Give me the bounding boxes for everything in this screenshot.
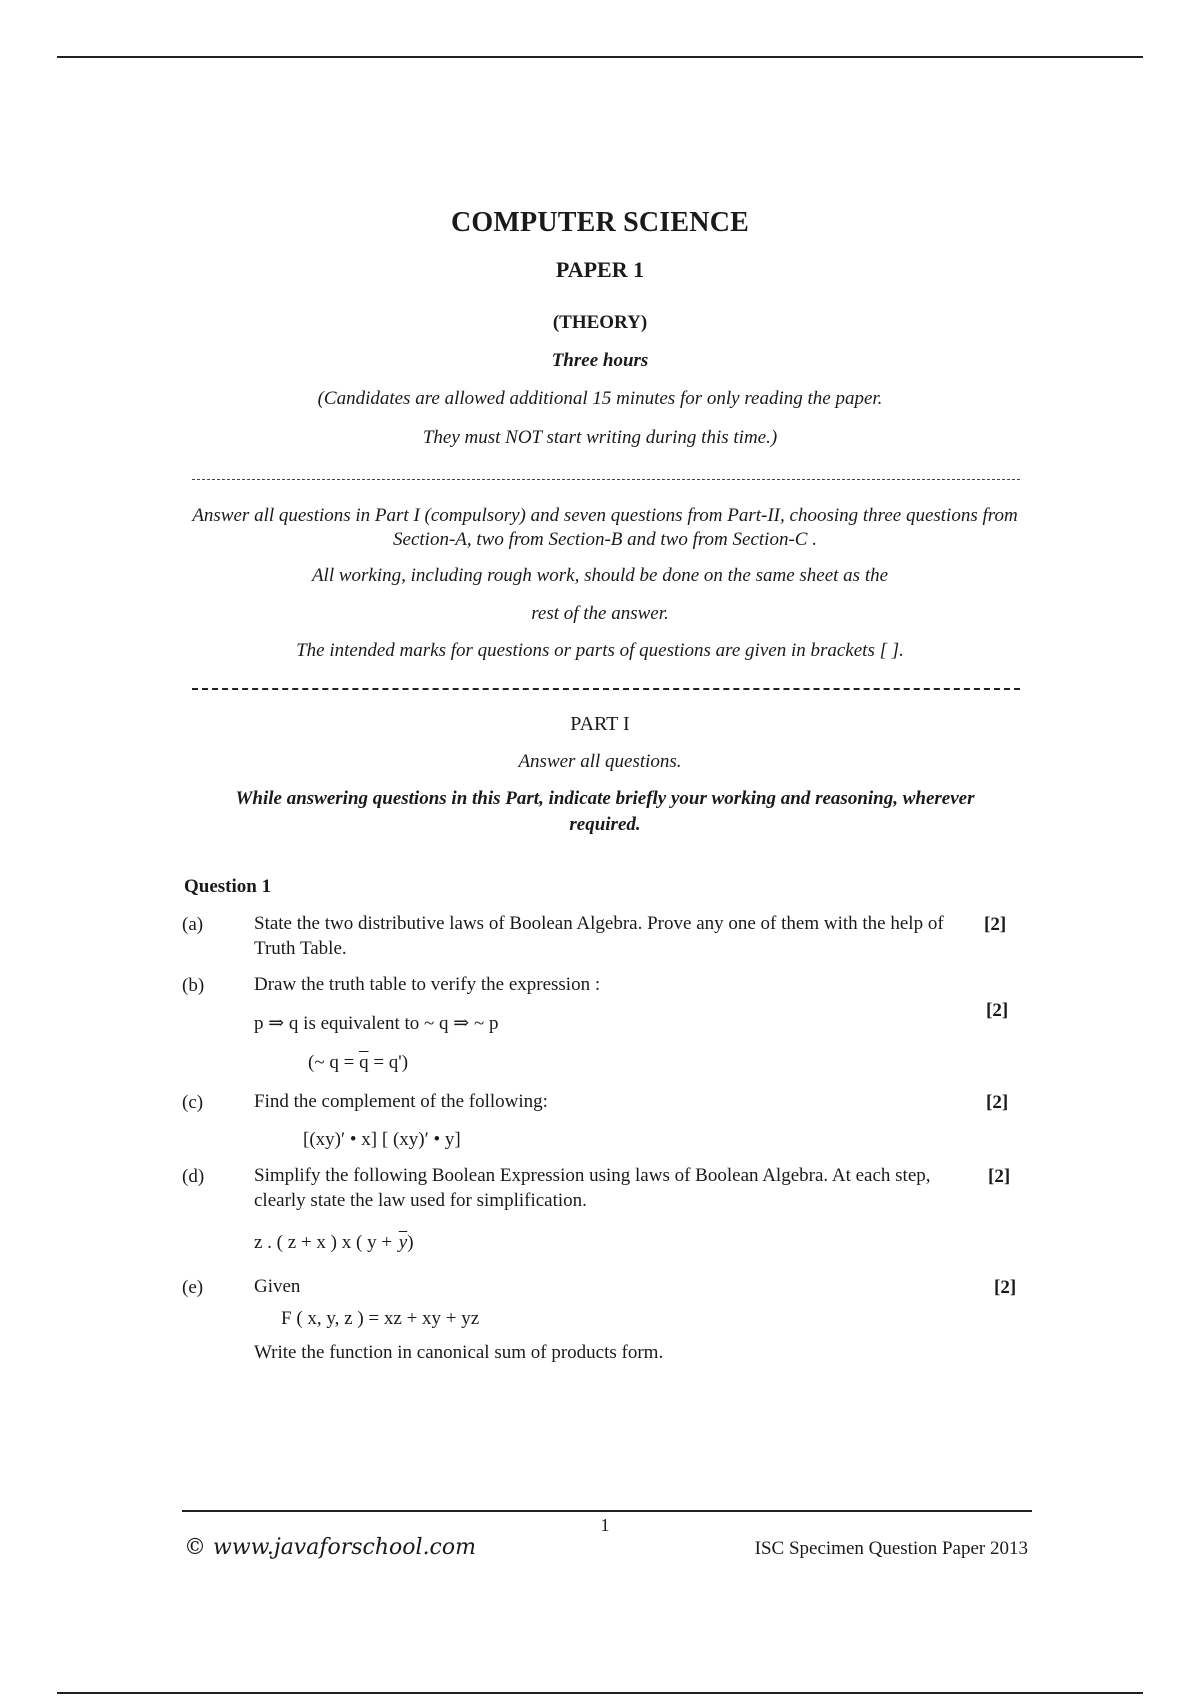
q-bar: $\overline{q}$ [359, 1052, 369, 1073]
exam-title: COMPUTER SCIENCE [450, 207, 749, 238]
question-e-label: (e) [182, 1277, 204, 1298]
question-a-marks: [2] [984, 914, 1007, 935]
reading-note-line1: (Candidates are allowed additional 15 minutes for only reading the paper. [317, 388, 883, 409]
website-credit: © www.javaforschool.com [184, 1535, 476, 1560]
question-e-text: Given [254, 1276, 301, 1297]
question-c-marks: [2] [986, 1092, 1009, 1113]
instruction-answer-all: Answer all questions in Part I (compulsory) and seven questions from Part-II, choosing three questions from Section-A, two from Section-B and two from Section-C . [192, 505, 1018, 550]
part-note: While answering questions in this Part, indicate briefly your working and reasoning, wherever required. [235, 788, 975, 835]
question-c-text: Find the complement of the following: [254, 1091, 548, 1112]
part-answer-all: Answer all questions. [518, 751, 682, 772]
reading-note-line2: They must NOT start writing during this time.) [422, 427, 778, 448]
question-c-label: (c) [182, 1092, 204, 1113]
question-d-expression: z . ( z + x ) x ( $y + \overline{y}$) [254, 1232, 414, 1253]
question-a-text: State the two distributive laws of Boolean Algebra. Prove any one of them with the help of Truth Table. [254, 913, 944, 959]
page-number: 1 [600, 1515, 610, 1535]
instruction-working-cont: rest of the answer. [531, 603, 669, 624]
duration: Three hours [551, 350, 649, 371]
question-a-label: (a) [182, 914, 204, 935]
question-b-text: Draw the truth table to verify the expression : [254, 974, 601, 995]
question-e-expression: F ( x, y, z ) = xz + xy + yz [281, 1308, 480, 1329]
question-d-marks: [2] [988, 1166, 1011, 1187]
question-e-marks: [2] [994, 1277, 1017, 1298]
y-bar: $\overline{y}$ [398, 1232, 408, 1253]
question-b-expression: p ⇒ q is equivalent to ~ q ⇒ ~ p [254, 1013, 499, 1034]
question-b-note: (~ $q = \overline{q} = q'$) [308, 1052, 409, 1073]
instruction-working: All working, including rough work, should be done on the same sheet as the [311, 565, 889, 586]
question-heading: Question 1 [184, 876, 272, 897]
dashed-divider [192, 688, 1020, 690]
question-e-instruction: Write the function in canonical sum of products form. [254, 1342, 664, 1363]
paper-number: PAPER 1 [555, 257, 645, 282]
dashed-divider [192, 479, 1020, 480]
question-b-label: (b) [182, 975, 205, 996]
question-d-label: (d) [182, 1166, 205, 1187]
question-c-expression: [(xy)′ • x] [ (xy)′ • y] [303, 1129, 461, 1150]
paper-type: (THEORY) [552, 312, 648, 333]
instruction-marks: The intended marks for questions or parts of questions are given in brackets [ ]. [296, 640, 904, 661]
part-heading: PART I [570, 713, 630, 735]
footer-rule [182, 1510, 1032, 1512]
question-d-text: Simplify the following Boolean Expression using laws of Boolean Algebra. At each step, clearly state the law used for simplification. [254, 1165, 931, 1211]
bottom-rule [57, 1692, 1143, 1694]
top-rule [57, 56, 1143, 58]
paper-name: ISC Specimen Question Paper 2013 [754, 1538, 1028, 1559]
question-b-marks: [2] [986, 1000, 1009, 1021]
